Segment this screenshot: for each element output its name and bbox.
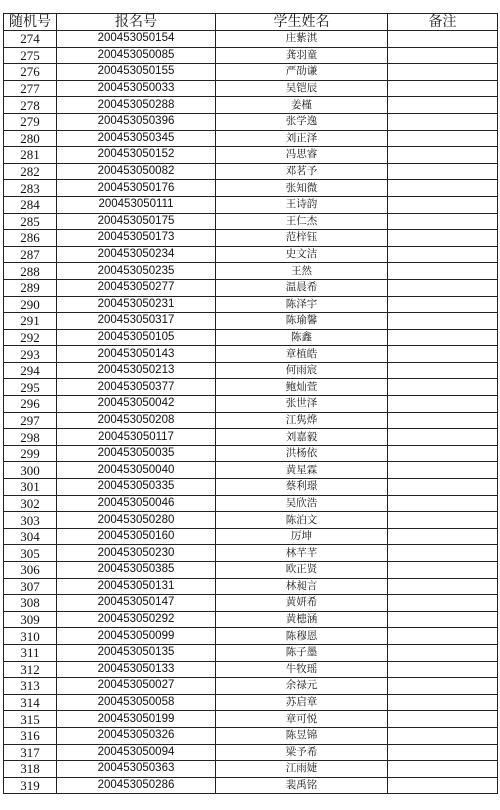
cell-student-name: 何雨宸 bbox=[216, 362, 388, 379]
cell-remark bbox=[388, 412, 498, 429]
cell-student-name: 林昶言 bbox=[216, 578, 388, 595]
cell-random-number: 316 bbox=[4, 727, 57, 744]
cell-remark bbox=[388, 462, 498, 479]
cell-random-number: 290 bbox=[4, 296, 57, 313]
cell-random-number: 280 bbox=[4, 130, 57, 147]
table-row bbox=[4, 694, 498, 711]
cell-registration-number: 200453050231 bbox=[57, 296, 216, 313]
table-row bbox=[4, 313, 498, 330]
cell-random-number: 319 bbox=[4, 777, 57, 794]
table-row bbox=[4, 495, 498, 512]
cell-remark bbox=[388, 644, 498, 661]
cell-student-name: 鲍灿萱 bbox=[216, 379, 388, 396]
cell-remark bbox=[388, 213, 498, 230]
cell-registration-number: 200453050094 bbox=[57, 744, 216, 761]
header-random-number: 随机号 bbox=[4, 14, 57, 31]
cell-random-number: 307 bbox=[4, 578, 57, 595]
cell-random-number: 283 bbox=[4, 180, 57, 197]
cell-random-number: 286 bbox=[4, 230, 57, 247]
cell-student-name: 欧正贤 bbox=[216, 562, 388, 579]
cell-random-number: 282 bbox=[4, 163, 57, 180]
cell-random-number: 308 bbox=[4, 595, 57, 612]
cell-random-number: 312 bbox=[4, 661, 57, 678]
cell-student-name: 林芊芊 bbox=[216, 545, 388, 562]
cell-remark bbox=[388, 230, 498, 247]
student-roster-table bbox=[3, 13, 498, 794]
cell-registration-number: 200453050147 bbox=[57, 595, 216, 612]
cell-random-number: 306 bbox=[4, 562, 57, 579]
table-row bbox=[4, 263, 498, 280]
cell-remark bbox=[388, 396, 498, 413]
cell-registration-number: 200453050317 bbox=[57, 313, 216, 330]
cell-remark bbox=[388, 562, 498, 579]
cell-remark bbox=[388, 97, 498, 114]
table-row bbox=[4, 329, 498, 346]
table-row bbox=[4, 180, 498, 197]
cell-remark bbox=[388, 479, 498, 496]
cell-student-name: 陈昱锦 bbox=[216, 727, 388, 744]
header-student-name: 学生姓名 bbox=[216, 14, 388, 31]
cell-registration-number: 200453050213 bbox=[57, 362, 216, 379]
table-row bbox=[4, 611, 498, 628]
cell-registration-number: 200453050280 bbox=[57, 512, 216, 529]
cell-registration-number: 200453050111 bbox=[57, 196, 216, 213]
cell-remark bbox=[388, 31, 498, 48]
cell-student-name: 江雨婕 bbox=[216, 761, 388, 778]
cell-remark bbox=[388, 512, 498, 529]
cell-registration-number: 200453050326 bbox=[57, 727, 216, 744]
cell-student-name: 严劭谦 bbox=[216, 64, 388, 81]
table-row bbox=[4, 678, 498, 695]
cell-student-name: 章可悦 bbox=[216, 711, 388, 728]
cell-random-number: 300 bbox=[4, 462, 57, 479]
cell-random-number: 301 bbox=[4, 479, 57, 496]
cell-remark bbox=[388, 727, 498, 744]
cell-student-name: 张世泽 bbox=[216, 396, 388, 413]
cell-registration-number: 200453050046 bbox=[57, 495, 216, 512]
cell-remark bbox=[388, 578, 498, 595]
cell-student-name: 陈穆恩 bbox=[216, 628, 388, 645]
table-row bbox=[4, 31, 498, 48]
cell-registration-number: 200453050160 bbox=[57, 528, 216, 545]
table-row bbox=[4, 213, 498, 230]
cell-remark bbox=[388, 661, 498, 678]
cell-registration-number: 200453050173 bbox=[57, 230, 216, 247]
cell-remark bbox=[388, 379, 498, 396]
cell-remark bbox=[388, 246, 498, 263]
table-row bbox=[4, 711, 498, 728]
cell-random-number: 295 bbox=[4, 379, 57, 396]
table-row bbox=[4, 196, 498, 213]
cell-remark bbox=[388, 711, 498, 728]
table-row bbox=[4, 661, 498, 678]
cell-remark bbox=[388, 761, 498, 778]
cell-student-name: 吴铠辰 bbox=[216, 80, 388, 97]
cell-student-name: 王然 bbox=[216, 263, 388, 280]
cell-registration-number: 200453050027 bbox=[57, 678, 216, 695]
cell-random-number: 288 bbox=[4, 263, 57, 280]
cell-registration-number: 200453050131 bbox=[57, 578, 216, 595]
cell-random-number: 302 bbox=[4, 495, 57, 512]
cell-registration-number: 200453050058 bbox=[57, 694, 216, 711]
table-row bbox=[4, 396, 498, 413]
header-row bbox=[4, 14, 498, 31]
cell-random-number: 275 bbox=[4, 47, 57, 64]
table-row bbox=[4, 777, 498, 794]
cell-registration-number: 200453050199 bbox=[57, 711, 216, 728]
cell-student-name: 江隽烨 bbox=[216, 412, 388, 429]
cell-remark bbox=[388, 777, 498, 794]
cell-remark bbox=[388, 445, 498, 462]
cell-remark bbox=[388, 80, 498, 97]
cell-student-name: 蔡利璟 bbox=[216, 479, 388, 496]
cell-random-number: 285 bbox=[4, 213, 57, 230]
table-body bbox=[4, 31, 498, 794]
cell-registration-number: 200453050143 bbox=[57, 346, 216, 363]
cell-remark bbox=[388, 296, 498, 313]
cell-registration-number: 200453050208 bbox=[57, 412, 216, 429]
cell-random-number: 287 bbox=[4, 246, 57, 263]
cell-remark bbox=[388, 694, 498, 711]
table-row bbox=[4, 379, 498, 396]
header-registration-number: 报名号 bbox=[57, 14, 216, 31]
cell-random-number: 309 bbox=[4, 611, 57, 628]
cell-student-name: 王仁杰 bbox=[216, 213, 388, 230]
cell-registration-number: 200453050105 bbox=[57, 329, 216, 346]
cell-remark bbox=[388, 147, 498, 164]
table-header bbox=[4, 14, 498, 31]
cell-remark bbox=[388, 495, 498, 512]
cell-registration-number: 200453050176 bbox=[57, 180, 216, 197]
cell-registration-number: 200453050230 bbox=[57, 545, 216, 562]
cell-registration-number: 200453050133 bbox=[57, 661, 216, 678]
cell-remark bbox=[388, 279, 498, 296]
cell-student-name: 刘嘉毅 bbox=[216, 429, 388, 446]
table-row bbox=[4, 445, 498, 462]
cell-student-name: 章植皓 bbox=[216, 346, 388, 363]
cell-registration-number: 200453050099 bbox=[57, 628, 216, 645]
cell-random-number: 304 bbox=[4, 528, 57, 545]
cell-remark bbox=[388, 113, 498, 130]
cell-remark bbox=[388, 346, 498, 363]
table-row bbox=[4, 163, 498, 180]
table-row bbox=[4, 727, 498, 744]
cell-random-number: 293 bbox=[4, 346, 57, 363]
cell-remark bbox=[388, 528, 498, 545]
cell-student-name: 王诗韵 bbox=[216, 196, 388, 213]
table-row bbox=[4, 412, 498, 429]
cell-random-number: 284 bbox=[4, 196, 57, 213]
cell-remark bbox=[388, 611, 498, 628]
cell-student-name: 厉坤 bbox=[216, 528, 388, 545]
cell-registration-number: 200453050152 bbox=[57, 147, 216, 164]
cell-registration-number: 200453050035 bbox=[57, 445, 216, 462]
cell-random-number: 294 bbox=[4, 362, 57, 379]
cell-remark bbox=[388, 678, 498, 695]
table-row bbox=[4, 296, 498, 313]
table-row bbox=[4, 64, 498, 81]
cell-random-number: 289 bbox=[4, 279, 57, 296]
cell-student-name: 陈子墨 bbox=[216, 644, 388, 661]
cell-remark bbox=[388, 180, 498, 197]
cell-student-name: 范梓钰 bbox=[216, 230, 388, 247]
cell-remark bbox=[388, 429, 498, 446]
table-row bbox=[4, 113, 498, 130]
cell-student-name: 陈瑜馨 bbox=[216, 313, 388, 330]
table-row bbox=[4, 578, 498, 595]
table-row bbox=[4, 761, 498, 778]
cell-random-number: 313 bbox=[4, 678, 57, 695]
cell-random-number: 315 bbox=[4, 711, 57, 728]
cell-random-number: 291 bbox=[4, 313, 57, 330]
cell-student-name: 邓茗予 bbox=[216, 163, 388, 180]
table-row bbox=[4, 246, 498, 263]
cell-random-number: 310 bbox=[4, 628, 57, 645]
cell-student-name: 陈泽宇 bbox=[216, 296, 388, 313]
cell-random-number: 297 bbox=[4, 412, 57, 429]
cell-student-name: 黄妍希 bbox=[216, 595, 388, 612]
cell-remark bbox=[388, 313, 498, 330]
cell-registration-number: 200453050288 bbox=[57, 97, 216, 114]
cell-registration-number: 200453050377 bbox=[57, 379, 216, 396]
cell-registration-number: 200453050040 bbox=[57, 462, 216, 479]
cell-remark bbox=[388, 362, 498, 379]
cell-random-number: 277 bbox=[4, 80, 57, 97]
cell-random-number: 292 bbox=[4, 329, 57, 346]
cell-registration-number: 200453050396 bbox=[57, 113, 216, 130]
cell-random-number: 299 bbox=[4, 445, 57, 462]
cell-registration-number: 200453050117 bbox=[57, 429, 216, 446]
cell-student-name: 黄槵涵 bbox=[216, 611, 388, 628]
cell-registration-number: 200453050385 bbox=[57, 562, 216, 579]
cell-registration-number: 200453050235 bbox=[57, 263, 216, 280]
cell-remark bbox=[388, 163, 498, 180]
table-row bbox=[4, 562, 498, 579]
cell-student-name: 余禄元 bbox=[216, 678, 388, 695]
cell-registration-number: 200453050155 bbox=[57, 64, 216, 81]
cell-registration-number: 200453050085 bbox=[57, 47, 216, 64]
cell-student-name: 龚羽童 bbox=[216, 47, 388, 64]
cell-remark bbox=[388, 64, 498, 81]
table-row bbox=[4, 80, 498, 97]
cell-student-name: 庄紫淇 bbox=[216, 31, 388, 48]
cell-student-name: 吴欣浩 bbox=[216, 495, 388, 512]
cell-random-number: 279 bbox=[4, 113, 57, 130]
table-row bbox=[4, 130, 498, 147]
cell-random-number: 305 bbox=[4, 545, 57, 562]
cell-registration-number: 200453050154 bbox=[57, 31, 216, 48]
cell-random-number: 298 bbox=[4, 429, 57, 446]
cell-registration-number: 200453050033 bbox=[57, 80, 216, 97]
cell-remark bbox=[388, 130, 498, 147]
table-row bbox=[4, 628, 498, 645]
cell-remark bbox=[388, 263, 498, 280]
cell-student-name: 张知微 bbox=[216, 180, 388, 197]
cell-remark bbox=[388, 47, 498, 64]
table-row bbox=[4, 644, 498, 661]
cell-random-number: 274 bbox=[4, 31, 57, 48]
roster-sheet bbox=[3, 13, 497, 794]
cell-student-name: 姜槿 bbox=[216, 97, 388, 114]
cell-registration-number: 200453050292 bbox=[57, 611, 216, 628]
cell-registration-number: 200453050042 bbox=[57, 396, 216, 413]
cell-student-name: 刘正泽 bbox=[216, 130, 388, 147]
cell-remark bbox=[388, 595, 498, 612]
table-row bbox=[4, 512, 498, 529]
cell-registration-number: 200453050277 bbox=[57, 279, 216, 296]
cell-registration-number: 200453050363 bbox=[57, 761, 216, 778]
cell-student-name: 苏启章 bbox=[216, 694, 388, 711]
table-row bbox=[4, 744, 498, 761]
cell-student-name: 梁予希 bbox=[216, 744, 388, 761]
cell-registration-number: 200453050135 bbox=[57, 644, 216, 661]
table-row bbox=[4, 545, 498, 562]
cell-student-name: 冯思睿 bbox=[216, 147, 388, 164]
table-row bbox=[4, 279, 498, 296]
cell-random-number: 296 bbox=[4, 396, 57, 413]
cell-student-name: 张学逸 bbox=[216, 113, 388, 130]
table-row bbox=[4, 230, 498, 247]
cell-remark bbox=[388, 329, 498, 346]
cell-student-name: 温晨希 bbox=[216, 279, 388, 296]
cell-random-number: 281 bbox=[4, 147, 57, 164]
cell-registration-number: 200453050234 bbox=[57, 246, 216, 263]
cell-random-number: 276 bbox=[4, 64, 57, 81]
cell-random-number: 317 bbox=[4, 744, 57, 761]
cell-random-number: 314 bbox=[4, 694, 57, 711]
cell-random-number: 311 bbox=[4, 644, 57, 661]
header-remarks: 备注 bbox=[388, 14, 498, 31]
table-row bbox=[4, 47, 498, 64]
cell-student-name: 陈泊文 bbox=[216, 512, 388, 529]
cell-student-name: 牛牧瑶 bbox=[216, 661, 388, 678]
table-row bbox=[4, 362, 498, 379]
cell-remark bbox=[388, 744, 498, 761]
table-row bbox=[4, 346, 498, 363]
cell-student-name: 黄星霖 bbox=[216, 462, 388, 479]
table-row bbox=[4, 147, 498, 164]
cell-remark bbox=[388, 545, 498, 562]
cell-registration-number: 200453050082 bbox=[57, 163, 216, 180]
cell-student-name: 史文洁 bbox=[216, 246, 388, 263]
table-row bbox=[4, 462, 498, 479]
cell-remark bbox=[388, 196, 498, 213]
cell-random-number: 318 bbox=[4, 761, 57, 778]
cell-student-name: 洪杨依 bbox=[216, 445, 388, 462]
table-row bbox=[4, 528, 498, 545]
table-row bbox=[4, 479, 498, 496]
cell-random-number: 278 bbox=[4, 97, 57, 114]
cell-registration-number: 200453050286 bbox=[57, 777, 216, 794]
cell-random-number: 303 bbox=[4, 512, 57, 529]
cell-remark bbox=[388, 628, 498, 645]
cell-student-name: 陈鑫 bbox=[216, 329, 388, 346]
cell-registration-number: 200453050345 bbox=[57, 130, 216, 147]
cell-registration-number: 200453050175 bbox=[57, 213, 216, 230]
cell-registration-number: 200453050335 bbox=[57, 479, 216, 496]
table-row bbox=[4, 595, 498, 612]
table-row bbox=[4, 97, 498, 114]
cell-student-name: 裴禹铭 bbox=[216, 777, 388, 794]
table-row bbox=[4, 429, 498, 446]
